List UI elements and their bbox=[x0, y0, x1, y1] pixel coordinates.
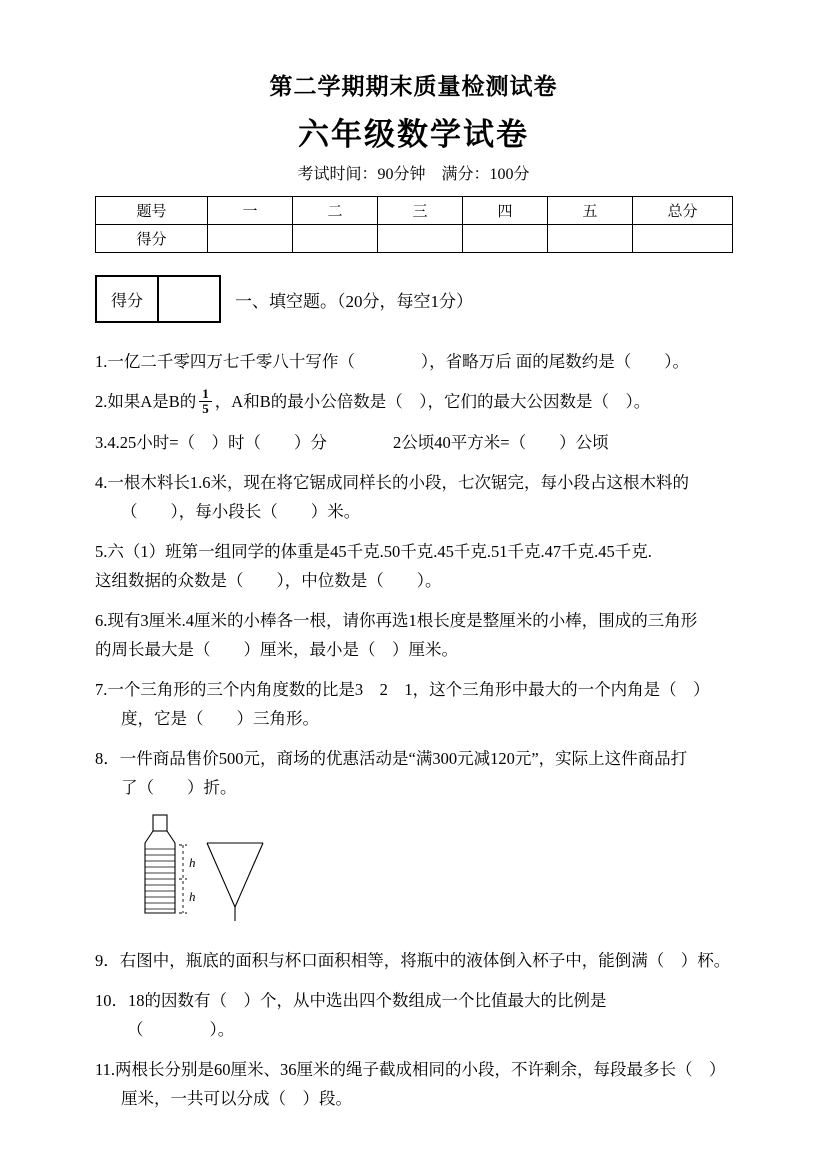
question-4 bbox=[95, 468, 732, 526]
score-blank-cell bbox=[378, 225, 463, 253]
question-text: 10．18的因数有（ ）个，从中选出四个数组成一个比值最大的比例是 bbox=[95, 991, 607, 1011]
fraction-one-fifth bbox=[199, 387, 212, 415]
question-text: 这组数据的众数是（ ），中位数是（ ）。 bbox=[95, 571, 442, 591]
question-2-prefix: 2.如果A是B的 bbox=[95, 392, 197, 411]
exam-info: 考试时间：90分钟 满分：100分 bbox=[297, 166, 530, 183]
score-table-header-cell: 二 bbox=[293, 197, 378, 225]
height-dashed-line bbox=[179, 845, 187, 913]
score-table-header-cell: 总分 bbox=[633, 197, 733, 225]
page-title: 第二学期期末质量检测试卷 bbox=[269, 74, 558, 99]
question-1 bbox=[95, 347, 732, 376]
question-3 bbox=[95, 428, 732, 457]
score-blank-cell bbox=[463, 225, 548, 253]
question-text: 11.两根长分别是60厘米、36厘米的绳子截成相同的小段，不许剩余，每段最多长（ ） bbox=[95, 1060, 726, 1080]
question-text: 5.六（1）班第一组同学的体重是45千克.50千克.45千克.51千克.47千克.45千克. bbox=[95, 542, 652, 562]
score-table-header-cell: 四 bbox=[463, 197, 548, 225]
question-text: 度，它是（ ）三角形。 bbox=[121, 709, 319, 729]
question-text: 3.4.25小时=（ ）时（ ）分 2公顷40平方米=（ ）公顷 bbox=[95, 433, 609, 453]
question-text: （ ），每小段长（ ）米。 bbox=[121, 502, 361, 522]
question-text bbox=[95, 387, 732, 417]
question-text: 9．右图中，瓶底的面积与杯口面积相等，将瓶中的液体倒入杯子中，能倒满（ ）杯。 bbox=[95, 951, 731, 971]
question-text: （ ）。 bbox=[127, 1020, 235, 1040]
score-box-blank bbox=[157, 277, 219, 321]
question-7 bbox=[95, 675, 732, 733]
fraction-numerator: 1 bbox=[202, 386, 209, 402]
fraction-denominator: 5 bbox=[199, 401, 212, 416]
score-box-label: 得分 bbox=[110, 292, 143, 310]
score-table-header-cell: 题号 bbox=[96, 197, 208, 225]
score-row-label: 得分 bbox=[96, 225, 208, 253]
question-text: 了（ ）折。 bbox=[121, 778, 237, 798]
question-9 bbox=[95, 946, 732, 975]
question-text: 1.一亿二千零四万七千零八十写作（ ），省略万后 面的尾数约是（ ）。 bbox=[95, 352, 689, 371]
score-blank-cell bbox=[633, 225, 733, 253]
question-2 bbox=[95, 387, 732, 417]
score-table-header-row bbox=[96, 197, 733, 225]
score-table bbox=[95, 196, 733, 253]
bottle-liquid-hatching bbox=[145, 849, 175, 909]
section-title: 一、填空题。（20分，每空1分） bbox=[235, 291, 473, 311]
score-blank-cell bbox=[293, 225, 378, 253]
height-label-bottom: h bbox=[189, 889, 196, 905]
score-table-score-row bbox=[96, 225, 733, 253]
cone-glass-icon bbox=[207, 843, 263, 921]
score-table-header-cell: 三 bbox=[378, 197, 463, 225]
question-text: 厘米，一共可以分成（ ）段。 bbox=[121, 1089, 352, 1109]
question-text: 8．一件商品售价500元，商场的优惠活动是“满300元减120元”，实际上这件商品打 bbox=[95, 749, 688, 769]
question-10 bbox=[95, 986, 732, 1044]
score-blank-cell bbox=[208, 225, 293, 253]
question-text: 4.一根木料长1.6米，现在将它锯成同样长的小段，七次锯完，每小段占这根木料的 bbox=[95, 473, 689, 493]
question-2-suffix: ，A和B的最小公倍数是（ ），它们的最大公因数是（ ）。 bbox=[214, 392, 651, 411]
question-list bbox=[95, 347, 732, 1113]
score-blank-cell bbox=[548, 225, 633, 253]
bottle-glass-illustration bbox=[123, 813, 287, 931]
paper-title: 六年级数学试卷 bbox=[298, 117, 529, 152]
question-11 bbox=[95, 1055, 732, 1113]
section-score-box bbox=[95, 275, 221, 323]
question-text: 6.现有3厘米.4厘米的小棒各一根，请你再选1根长度是整厘米的小棒，围成的三角形 bbox=[95, 611, 698, 631]
section-header bbox=[95, 275, 732, 323]
bottle-icon bbox=[145, 815, 175, 913]
question-8 bbox=[95, 744, 732, 802]
score-table-header-cell: 一 bbox=[208, 197, 293, 225]
question-6 bbox=[95, 606, 732, 664]
question-text: 7.一个三角形的三个内角度数的比是3 2 1，这个三角形中最大的一个内角是（ ） bbox=[95, 680, 710, 700]
bottle-and-glass-figure bbox=[123, 813, 732, 936]
score-table-header-cell: 五 bbox=[548, 197, 633, 225]
question-text: 的周长最大是（ ）厘米，最小是（ ）厘米。 bbox=[95, 640, 458, 660]
question-5 bbox=[95, 537, 732, 595]
height-label-top: h bbox=[189, 855, 196, 871]
